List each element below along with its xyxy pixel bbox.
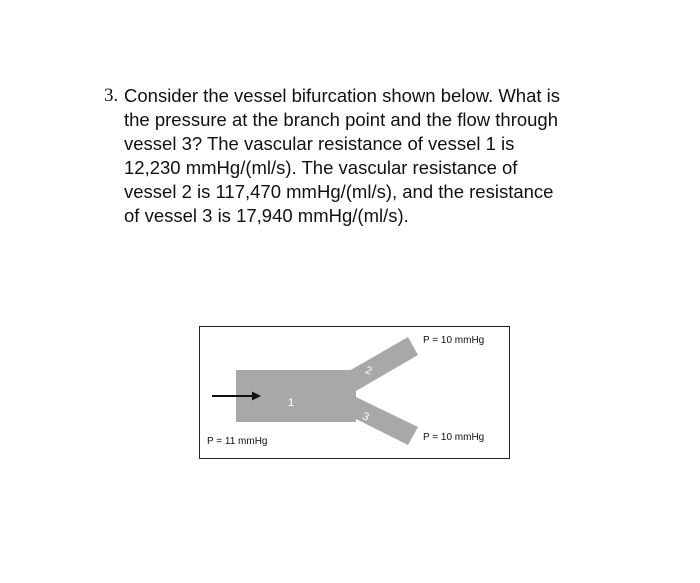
vessel-2-shape [342,337,418,391]
question-text-line: vessel 2 is 117,470 mmHg/(ml/s), and the resistance [124,181,554,202]
vessel-3-label: 3 [360,410,371,424]
question-text-line: Consider the vessel bifurcation shown below. What is [124,85,560,106]
vessel-2-label: 2 [363,364,374,378]
question-text-line: of vessel 3 is 17,940 mmHg/(ml/s). [124,205,409,226]
inlet-pressure-label: P = 11 mmHg [207,436,268,447]
question-number: 3. [104,85,119,106]
question-text-line: the pressure at the branch point and the flow through [124,109,559,130]
bifurcation-diagram [200,327,511,460]
vessel-bifurcation-figure [199,326,510,459]
question-text-line: 12,230 mmHg/(ml/s). The vascular resistance of [124,157,518,178]
vessel-2-outlet-pressure-label: P = 10 mmHg [423,335,485,346]
vessel-3-outlet-pressure-label: P = 10 mmHg [423,432,485,443]
vessel-1-label: 1 [287,397,295,409]
question-text-line: vessel 3? The vascular resistance of vessel 1 is [124,133,515,154]
